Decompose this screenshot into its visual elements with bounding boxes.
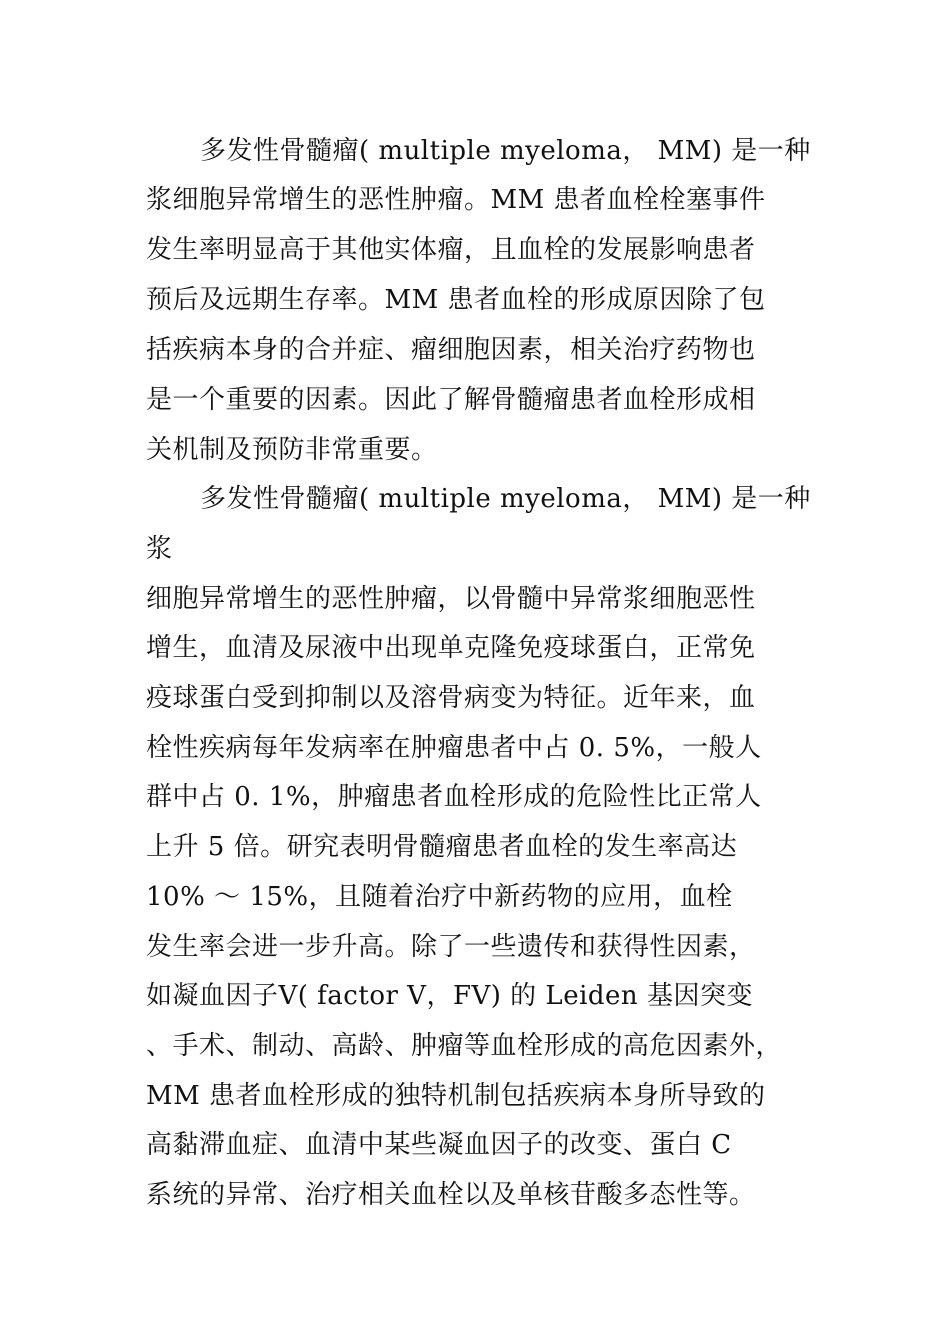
- text-line: 是一个重要的因素。因此了解骨髓瘤患者血栓形成相: [146, 385, 756, 415]
- text-line: 发生率明显高于其他实体瘤，且血栓的发展影响患者: [146, 235, 756, 265]
- text-line: 增生，血清及尿液中出现单克隆免疫球蛋白，正常免: [146, 633, 756, 663]
- text-line: 括疾病本身的合并症、瘤细胞因素，相关治疗药物也: [146, 335, 756, 365]
- text-line: 多发性骨髓瘤( multiple myeloma， MM) 是一种: [200, 136, 811, 166]
- text-line: 高黏滞血症、血清中某些凝血因子的改变、蛋白 C: [146, 1130, 732, 1160]
- text-line: 关机制及预防非常重要。: [146, 435, 438, 465]
- text-line: 群中占 0. 1%，肿瘤患者血栓形成的危险性比正常人: [146, 782, 762, 812]
- text-line: 细胞异常增生的恶性肿瘤，以骨髓中异常浆细胞恶性: [146, 584, 756, 614]
- text-line: 栓性疾病每年发病率在肿瘤患者中占 0. 5%，一般人: [146, 733, 762, 763]
- text-line: 浆细胞异常增生的恶性肿瘤。MM 患者血栓栓塞事件: [146, 185, 766, 215]
- text-line: 10% ～ 15%，且随着治疗中新药物的应用，血栓: [146, 882, 733, 912]
- text-line: 疫球蛋白受到抑制以及溶骨病变为特征。近年来，血: [146, 683, 756, 713]
- text-line: 如凝血因子Ⅴ( factor Ⅴ，FV) 的 Leiden 基因突变: [146, 981, 753, 1011]
- text-line: 多发性骨髓瘤( multiple myeloma， MM) 是一种: [200, 484, 811, 514]
- text-line: MM 患者血栓形成的独特机制包括疾病本身所导致的: [146, 1081, 766, 1111]
- text-line: 浆: [146, 534, 173, 564]
- text-line: 系统的异常、治疗相关血栓以及单核苷酸多态性等。: [146, 1180, 756, 1210]
- text-line: 上升 5 倍。研究表明骨髓瘤患者血栓的发生率高达: [146, 832, 738, 862]
- text-line: 预后及远期生存率。MM 患者血栓的形成原因除了包: [146, 285, 766, 315]
- text-line: 发生率会进一步升高。除了一些遗传和获得性因素，: [146, 932, 756, 962]
- text-line: 、手术、制动、高龄、肿瘤等血栓形成的高危因素外，: [146, 1031, 783, 1061]
